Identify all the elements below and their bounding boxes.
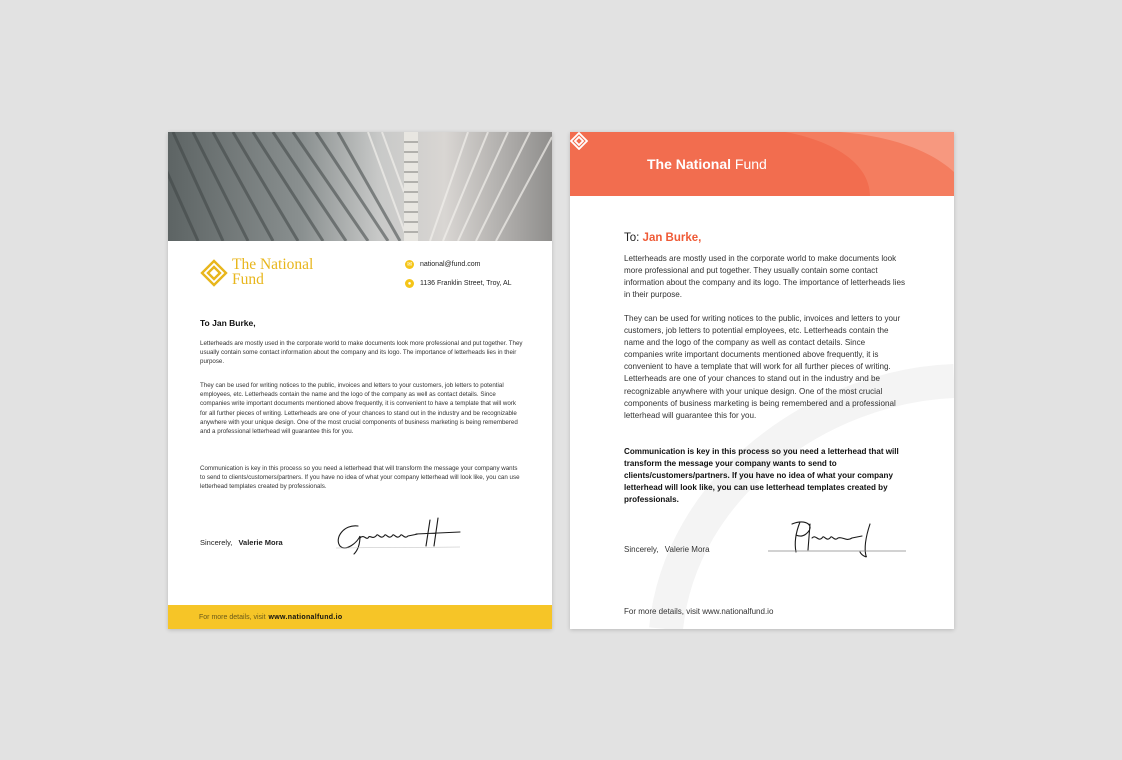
closing [624, 545, 710, 554]
brand-name: The National Fund [232, 256, 314, 288]
brand-name: The National Fund [647, 156, 767, 172]
body-paragraph: They can be used for writing notices to the public, invoices and letters to your customers, job letters to potential employees, etc. Letterheads contain the name and the logo of the company as well as contact details. Since companies write important documents mentioned above frequently, it is convenient to have a template that will work for all further pieces of writing. Letterheads are one of your chances to stand out in the industry and be recognizable anywhere with your unique design. One of the most crucial components of business marketing is being remembered and a professional letterhead will guarantee this for you. [200, 382, 518, 436]
body-paragraph: Communication is key in this process so you need a letterhead that will transform the message your company wants to send to clients/customers/partners. If you have no idea of what your company letterhead will look like, you can use letterhead templates created by professionals. [200, 465, 520, 491]
diamond-logo-icon [200, 259, 228, 287]
body-paragraph: Letterheads are mostly used in the corporate world to make documents look more professional and put together. They usually contain some contact information about the company and its logo. The importance of letterheads lies in their purpose. [624, 254, 906, 300]
closing-text: Sincerely, [200, 538, 233, 547]
contact-email[interactable] [405, 260, 480, 269]
footer-bar [168, 605, 552, 629]
signer-name: Valerie Mora [238, 538, 283, 547]
header-banner [570, 132, 954, 196]
contact-address [405, 279, 512, 288]
architecture-photo [168, 132, 552, 241]
diamond-logo-icon [570, 132, 588, 150]
letterhead-orange [570, 132, 954, 629]
body-paragraph-bold: Communication is key in this process so you need a letterhead that will transform the message your company wants to send to clients/customers/partners. If you have no idea of what your company letterhead will look like, you can use letterhead templates created by professionals. [624, 447, 899, 505]
closing-text: Sincerely, [624, 545, 659, 554]
email-icon: ✉ [406, 262, 413, 268]
address-text: 1136 Franklin Street, Troy, AL [420, 280, 512, 287]
footer-text: For more details, visit [199, 613, 266, 621]
body-paragraph: Letterheads are mostly used in the corporate world to make documents look more professional and put together. They usually contain some contact information about the company and its logo. The importance of letterheads lies in their purpose. [200, 340, 523, 366]
email-text: national@fund.com [420, 261, 481, 268]
handwritten-signature [330, 516, 465, 556]
closing [200, 538, 283, 547]
body-paragraph: They can be used for writing notices to the public, invoices and letters to your customers, job letters to potential employees, etc. Letterheads contain the name and the logo of the company as well as contact details. Since companies write important documents mentioned above frequently, it is convenient to have a template that will work for all further pieces of writing. Letterheads are one of your chances to stand out in the industry and be recognizable anywhere with your unique design. One of the most crucial components of business marketing is being remembered and a professional letterhead will guarantee this for you. [624, 314, 901, 420]
letterhead-yellow [168, 132, 552, 629]
to-label: To: [624, 232, 640, 244]
footer-text: For more details, visit www.nationalfund.io [624, 607, 774, 616]
signer-name: Valerie Mora [664, 545, 710, 554]
footer-link[interactable]: www.nationalfund.io [268, 613, 343, 621]
location-pin-icon: ● [405, 279, 414, 288]
recipient-line [624, 232, 701, 244]
handwritten-signature [766, 516, 908, 558]
greeting: To Jan Burke, [200, 318, 256, 328]
recipient-name: Jan Burke, [642, 232, 702, 244]
